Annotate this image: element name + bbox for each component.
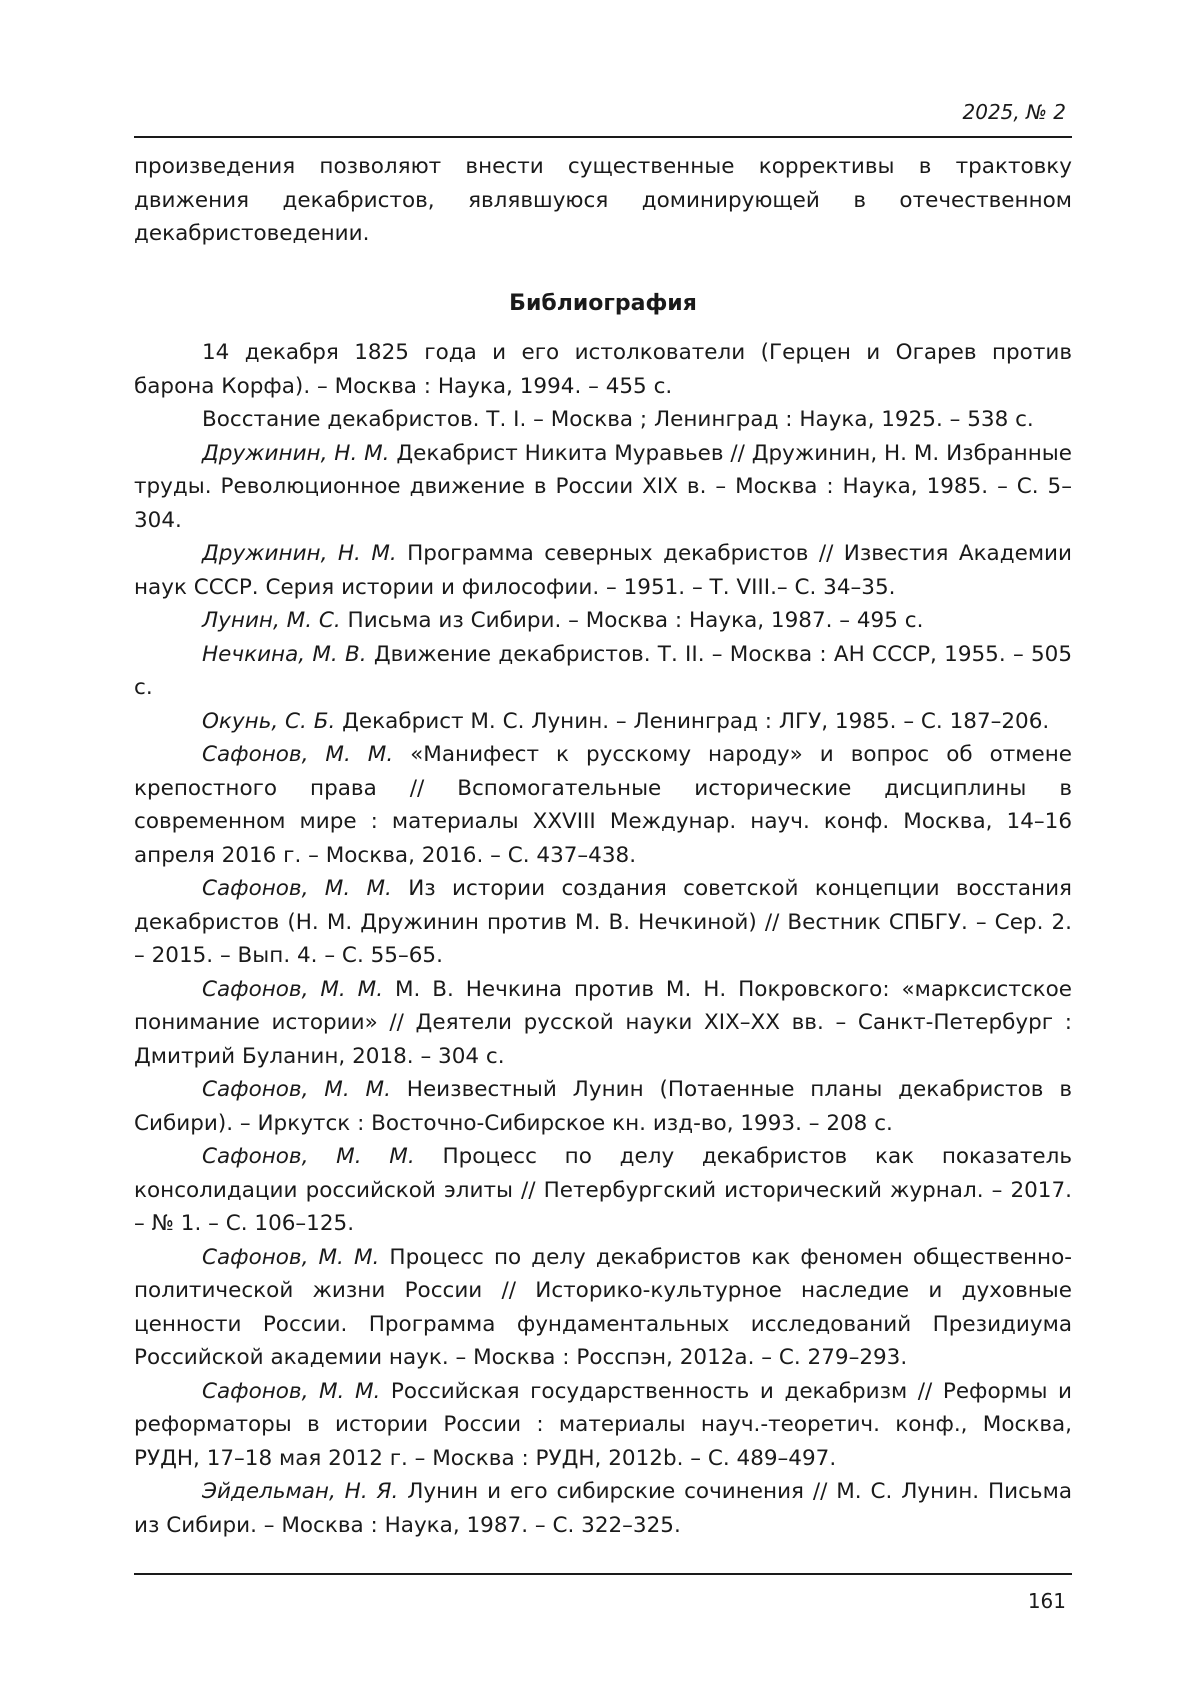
entry-author: Окунь, С. Б. [202, 708, 336, 734]
body-text [134, 150, 1072, 1542]
entry-text: Процесс по делу декабристов как феномен общественно-политической жизни России // Историко-культурное наследие и духовные ценности России. Программа фундаментальных исследований Президиума Российской академии наук. – Москва : Росспэн, 2012a. – С. 279–293. [134, 1244, 1072, 1370]
entry-text: Программа северных декабристов // Известия Академии наук СССР. Серия истории и философии. – 1951. – Т. VIII.– С. 34–35. [134, 541, 1072, 600]
entry-author: Лунин, М. С. [202, 608, 341, 633]
entry-author: Сафонов, М. М. [202, 1144, 415, 1169]
entry-text: М. В. Нечкина против М. Н. Покровского: «марксистское понимание истории» // Деятели русской науки XIX–XX вв. – Санкт-Петербург : Дмитрий Буланин, 2018. – 304 с. [134, 976, 1072, 1069]
header-rule [134, 136, 1072, 138]
entry-author: Сафонов, М. М. [202, 1378, 381, 1404]
entry-author: Дружинин, Н. М. [202, 541, 397, 566]
bibliography-entry [134, 872, 1072, 973]
entry-text: Движение декабристов. Т. II. – Москва : АН СССР, 1955. – 505 с. [134, 641, 1072, 700]
bibliography-entry [134, 336, 1072, 403]
page-number: 161 [1027, 1589, 1066, 1613]
entry-author: Сафонов, М. М. [202, 1244, 380, 1270]
entry-author: Нечкина, М. В. [202, 641, 367, 667]
bibliography-entry [134, 604, 1072, 638]
entry-author: Сафонов, М. М. [202, 876, 392, 901]
bibliography-entry [134, 537, 1072, 604]
entry-text: Неизвестный Лунин (Потаенные планы декабристов в Сибири). – Иркутск : Восточно-Сибирское кн. изд-во, 1993. – 208 с. [134, 1077, 1072, 1136]
entry-text: Лунин и его сибирские сочинения // М. С. Лунин. Письма из Сибири. – Москва : Наука, 1987. – С. 322–325. [134, 1479, 1072, 1538]
bibliography-entry [134, 403, 1072, 437]
running-head: 2025, № 2 [962, 100, 1066, 124]
entry-text: Письма из Сибири. – Москва : Наука, 1987. – 495 с. [340, 608, 924, 633]
bibliography-entry [134, 1241, 1072, 1375]
bibliography-entry [134, 1073, 1072, 1140]
bibliography-title: Библиография [509, 290, 697, 316]
bibliography-entry [134, 1375, 1072, 1476]
entry-author: Эйдельман, Н. Я. [202, 1479, 399, 1504]
bibliography-entry [134, 738, 1072, 872]
bibliography-entry [134, 437, 1072, 538]
bibliography-entry [134, 1475, 1072, 1542]
entry-text: Процесс по делу декабристов как показатель консолидации российской элиты // Петербургский исторический журнал. – 2017. – № 1. – С. 106–125. [134, 1144, 1072, 1236]
bibliography-entry [134, 973, 1072, 1074]
entry-text: Из истории создания советской концепции восстания декабристов (Н. М. Дружинин против М. В. Нечкиной) // Вестник СПБГУ. – Сер. 2. – 2015. – Вып. 4. – С. 55–65. [134, 876, 1072, 968]
bibliography-entry [134, 1140, 1072, 1241]
entry-author: Сафонов, М. М. [202, 976, 384, 1002]
entry-author: Дружинин, Н. М. [202, 440, 390, 466]
bibliography-entry [134, 705, 1072, 739]
intro-paragraph: произведения позволяют внести существенные коррективы в трактовку движения декабристов, являвшуюся доминирующей в отечественном декабристоведении. [134, 154, 1072, 246]
entry-text: Декабрист Никита Муравьев // Дружинин, Н. М. Избранные труды. Революционное движение в России XIX в. – Москва : Наука, 1985. – С. 5–304. [134, 440, 1072, 533]
entry-text: 14 декабря 1825 года и его истолкователи (Герцен и Огарев против барона Корфа). – Москва : Наука, 1994. – 455 с. [134, 340, 1072, 399]
entry-author: Сафонов, М. М. [202, 742, 394, 767]
entry-text: Российская государственность и декабризм // Реформы и реформаторы в истории России : материалы науч.-теоретич. конф., Москва, РУДН, 17–18 мая 2012 г. – Москва : РУДН, 2012b. – С. 489–497. [134, 1378, 1072, 1471]
entry-text: Восстание декабристов. Т. I. – Москва ; Ленинград : Наука, 1925. – 538 с. [202, 407, 1034, 432]
entry-text: Декабрист М. С. Лунин. – Ленинград : ЛГУ, 1985. – С. 187–206. [335, 708, 1050, 734]
bibliography-list [134, 336, 1072, 1542]
footer-rule [134, 1573, 1072, 1575]
entry-author: Сафонов, М. М. [202, 1077, 391, 1102]
bibliography-entry [134, 638, 1072, 705]
entry-text: «Манифест к русскому народу» и вопрос об отмене крепостного права // Вспомогательные исторические дисциплины в современном мире : материалы XXVIII Междунар. науч. конф. Москва, 14–16 апреля 2016 г. – Москва, 2016. – С. 437–438. [134, 742, 1072, 868]
